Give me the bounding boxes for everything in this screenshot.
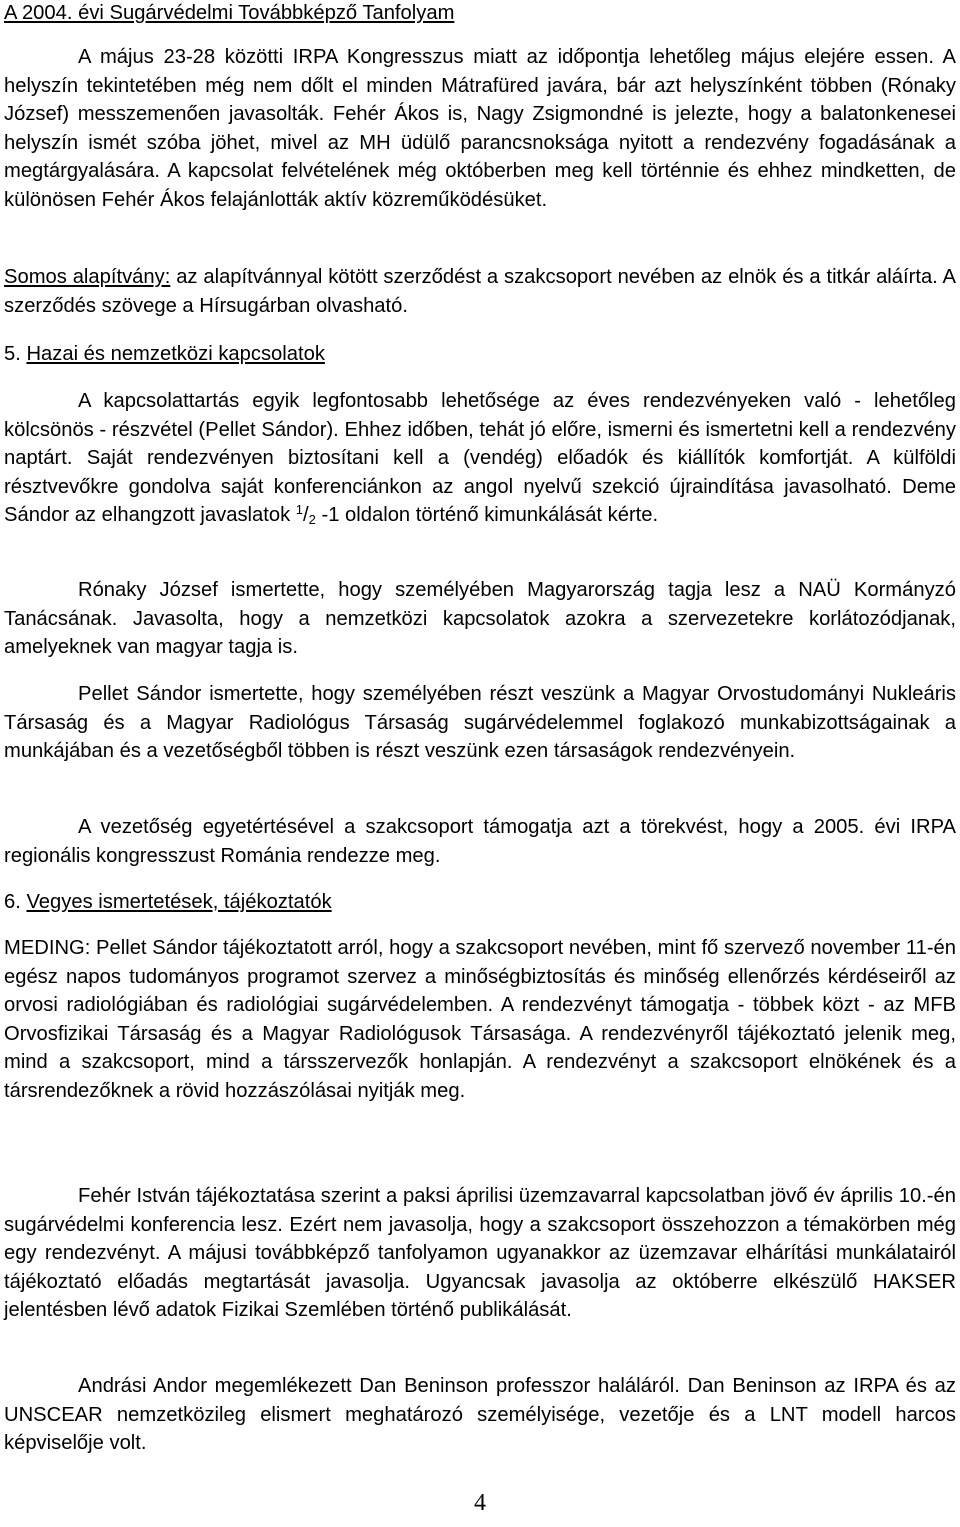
section-5-heading xyxy=(4,340,325,369)
section-6-number: 6. xyxy=(4,891,27,913)
kapcsolattartas-text-b: -1 oldalon történő kimunkálását kérte. xyxy=(315,504,659,527)
fraction-separator: / xyxy=(303,504,309,527)
section-5-title: Hazai és nemzetközi kapcsolatok xyxy=(26,343,325,365)
paragraph-meding: MEDING: Pellet Sándor tájékoztatott arról, hogy a szakcsoport nevében, mint fő szervező november 11-én egész napos tudományos programot szervez a minőségbiztosítás és minőség ellenőrzés kérdéseiről az orvosi radiológiában és radiológiai sugárvédelemben. A rendezvényt támogatja - többek közt - az MFB Orvosfizikai Társaság és a Magyar Radiológusok Társasága. A rendezvényről tájékoztató jelenik meg, mind a szakcsoport, mind a társszervezők honlapján. A rendezvényt a szakcsoport elnökének és a társrendezőknek a rövid hozzászólásai nyitják meg. xyxy=(4,937,956,1102)
section-6-heading xyxy=(4,888,332,917)
paragraph-feher: Fehér István tájékoztatása szerint a paksi áprilisi üzemzavarral kapcsolatban jövő év április 10.-én sugárvédelmi konferencia lesz. Ezért nem javasolja, hogy a szakcsoport összehozzon a témakörben még egy rendezvényt. A májusi továbbképző tanfolyamon ugyanakkor az üzemzavar elhárítási munkálatairól tájékoztató előadás megtartását javasolja. Ugyancsak javasolja az októberre elkészülő HAKSER jelentésben lévő adatok Fizikai Szemlében történő publikálását. xyxy=(4,1185,956,1322)
section-5-number: 5. xyxy=(4,343,27,365)
somos-label: Somos alapítvány: xyxy=(4,266,171,288)
fraction-denominator: 2 xyxy=(308,512,316,528)
kapcsolattartas-text-a: A kapcsolattartás egyik legfontosabb lehetősége az éves rendezvényeken való - lehetőleg kölcsönös - részvétel (Pellet Sándor). Ehhez időben, tehát jó előre, ismerni és ismertetni kell a rendezvény naptárt. Saját rendezvényen biztosítani kell a (vendég) előadók és kiállítók komfortját. A külföldi résztvevőkre gondolva saját konferenciánkon az angol nyelvű szekció újraindítása javasolható. Deme Sándor az elhangzott javaslatok xyxy=(4,390,956,527)
fraction-numerator: 1 xyxy=(295,502,304,518)
paragraph-kapcsolattartas xyxy=(4,387,956,530)
paragraph-ronaky: Rónaky József ismertette, hogy személyében Magyarország tagja lesz a NAÜ Kormányzó Tanácsának. Javasolta, hogy a nemzetközi kapcsolatok azokra a szervezetekre korlátozódjanak, amelyeknek van magyar tagja is. xyxy=(4,579,956,659)
page-number: 4 xyxy=(474,1490,486,1516)
section-6-title: Vegyes ismertetések, tájékoztatók xyxy=(26,891,332,913)
paragraph-andrasi: Andrási Andor megemlékezett Dan Beninson professzor haláláról. Dan Beninson az IRPA és az UNSCEAR nemzetközileg elismert meghatározó személyisége, vezetője és a LNT modell harcos képviselője volt. xyxy=(4,1375,956,1455)
section-title-tanfolyam: A 2004. évi Sugárvédelmi Továbbképző Tanfolyam xyxy=(4,2,455,24)
somos-text: az alapítvánnyal kötött szerződést a szakcsoport nevében az elnök és a titkár aláírta. A szerződés szövege a Hírsugárban olvasható. xyxy=(4,266,956,317)
paragraph-somos xyxy=(4,263,956,320)
paragraph-pellet: Pellet Sándor ismertette, hogy személyében részt veszünk a Magyar Orvostudományi Nukleáris Társaság és a Magyar Radiológus Társaság sugárvédelemmel foglakozó munkabizottságainak a munkájában és a vezetőségből többen is részt veszünk ezen társaságok rendezvényein. xyxy=(4,683,956,763)
paragraph-vezetoseg: A vezetőség egyetértésével a szakcsoport támogatja azt a törekvést, hogy a 2005. évi IRPA regionális kongresszust Románia rendezze meg. xyxy=(4,816,956,867)
paragraph-tanfolyam: A május 23-28 közötti IRPA Kongresszus miatt az időpontja lehetőleg május elejére essen. A helyszín tekintetében még nem dőlt el minden Mátrafüred javára, bár azt helyszínként többen (Rónaky József) messzemenően javasolták. Fehér Ákos is, Nagy Zsigmondné is jelezte, hogy a balatonkenesei helyszín ismét szóba jöhet, mivel az MH üdülő parancsnoksága nyitott a rendezvény fogadásának a megtárgyalására. A kapcsolat felvételének még októberben meg kell történnie és ehhez mindketten, de különösen Fehér Ákos felajánlották aktív közreműködésüket. xyxy=(4,46,956,211)
